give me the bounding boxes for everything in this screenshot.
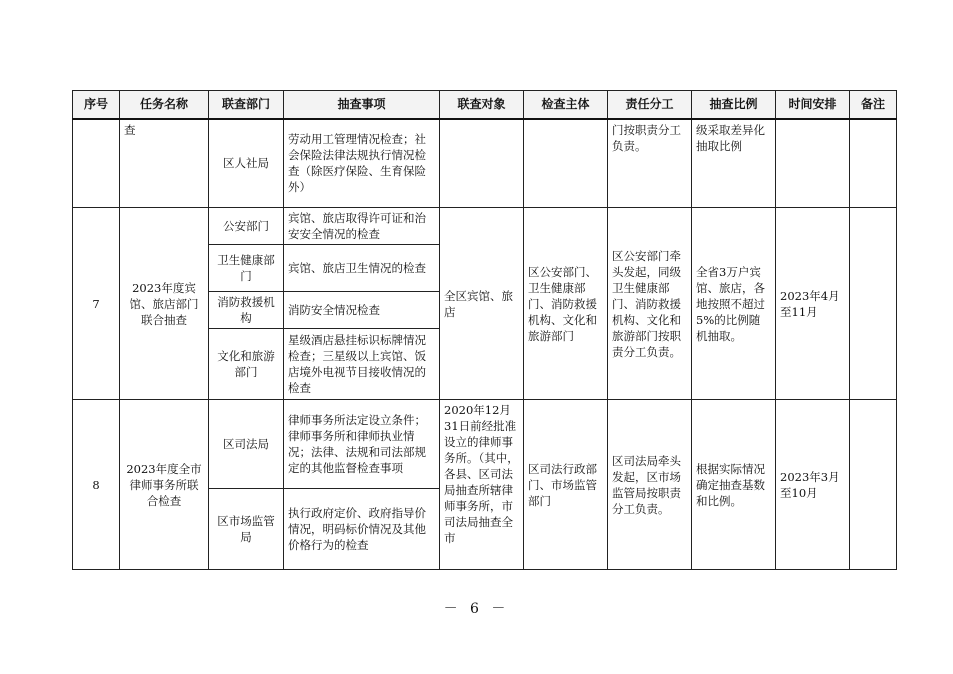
ratio-cell: 级采取差异化抽取比例 bbox=[692, 119, 776, 208]
items-cell: 星级酒店悬挂标识标牌情况检查；三星级以上宾馆、饭店境外电视节目接收情况的检查 bbox=[284, 329, 440, 400]
remark-cell bbox=[850, 207, 897, 399]
no-cell: 7 bbox=[73, 207, 120, 399]
ratio-cell: 全省3万户宾馆、旅店，各地按照不超过5%的比例随机抽取。 bbox=[692, 207, 776, 399]
subject-cell: 区司法行政部门、市场监管部门 bbox=[524, 400, 608, 570]
header-cell: 序号 bbox=[73, 91, 120, 119]
dept-cell: 公安部门 bbox=[209, 207, 284, 244]
header-cell: 时间安排 bbox=[776, 91, 850, 119]
dept-cell: 区司法局 bbox=[209, 400, 284, 489]
object-cell: 全区宾馆、旅店 bbox=[440, 207, 524, 399]
table-row bbox=[73, 119, 897, 208]
items-cell: 劳动用工管理情况检查；社会保险法律法规执行情况检查（除医疗保险、生育保险外） bbox=[284, 119, 440, 208]
time-cell: 2023年4月至11月 bbox=[776, 207, 850, 399]
items-cell: 宾馆、旅店卫生情况的检查 bbox=[284, 245, 440, 292]
dept-cell: 区人社局 bbox=[209, 119, 284, 208]
ratio-cell: 根据实际情况确定抽查基数和比例。 bbox=[692, 400, 776, 570]
items-cell: 消防安全情况检查 bbox=[284, 291, 440, 328]
items-cell: 宾馆、旅店取得许可证和治安安全情况的检查 bbox=[284, 207, 440, 244]
page-number: － 6 － bbox=[443, 601, 510, 617]
duty-cell: 门按职责分工负责。 bbox=[608, 119, 692, 208]
object-cell bbox=[440, 119, 524, 208]
task-cell: 查 bbox=[120, 119, 209, 208]
dept-cell: 区市场监管局 bbox=[209, 489, 284, 570]
table-row bbox=[73, 207, 897, 244]
remark-cell bbox=[850, 400, 897, 570]
task-cell: 2023年度全市律师事务所联合检查 bbox=[120, 400, 209, 570]
object-cell: 2020年12月31日前经批准设立的律师事务所。（其中，各县、区司法局抽查所辖律师事务所，市司法局抽查全市 bbox=[440, 400, 524, 570]
subject-cell: 区公安部门、卫生健康部门、消防救援机构、文化和旅游部门 bbox=[524, 207, 608, 399]
no-cell: 8 bbox=[73, 400, 120, 570]
header-cell: 责任分工 bbox=[608, 91, 692, 119]
dept-cell: 文化和旅游部门 bbox=[209, 329, 284, 400]
dept-cell: 卫生健康部门 bbox=[209, 245, 284, 292]
header-row bbox=[73, 91, 897, 119]
time-cell bbox=[776, 119, 850, 208]
no-cell bbox=[73, 119, 120, 208]
header-cell: 备注 bbox=[850, 91, 897, 119]
remark-cell bbox=[850, 119, 897, 208]
time-cell: 2023年3月至10月 bbox=[776, 400, 850, 570]
subject-cell bbox=[524, 119, 608, 208]
task-cell: 2023年度宾馆、旅店部门联合抽查 bbox=[120, 207, 209, 399]
inspection-table bbox=[72, 90, 897, 570]
duty-cell: 区司法局牵头发起，区市场监管局按职责分工负责。 bbox=[608, 400, 692, 570]
dept-cell: 消防救援机构 bbox=[209, 291, 284, 328]
header-cell: 抽查比例 bbox=[692, 91, 776, 119]
items-cell: 律师事务所法定设立条件；律师事务所和律师执业情况；法律、法规和司法部规定的其他监督检查事项 bbox=[284, 400, 440, 489]
duty-cell: 区公安部门牵头发起，同级卫生健康部门、消防救援机构、文化和旅游部门按职责分工负责。 bbox=[608, 207, 692, 399]
header-cell: 任务名称 bbox=[120, 91, 209, 119]
items-cell: 执行政府定价、政府指导价情况，明码标价情况及其他价格行为的检查 bbox=[284, 489, 440, 570]
header-cell: 联查部门 bbox=[209, 91, 284, 119]
header-cell: 抽查事项 bbox=[284, 91, 440, 119]
header-cell: 检查主体 bbox=[524, 91, 608, 119]
table-row bbox=[73, 400, 897, 489]
header-cell: 联查对象 bbox=[440, 91, 524, 119]
